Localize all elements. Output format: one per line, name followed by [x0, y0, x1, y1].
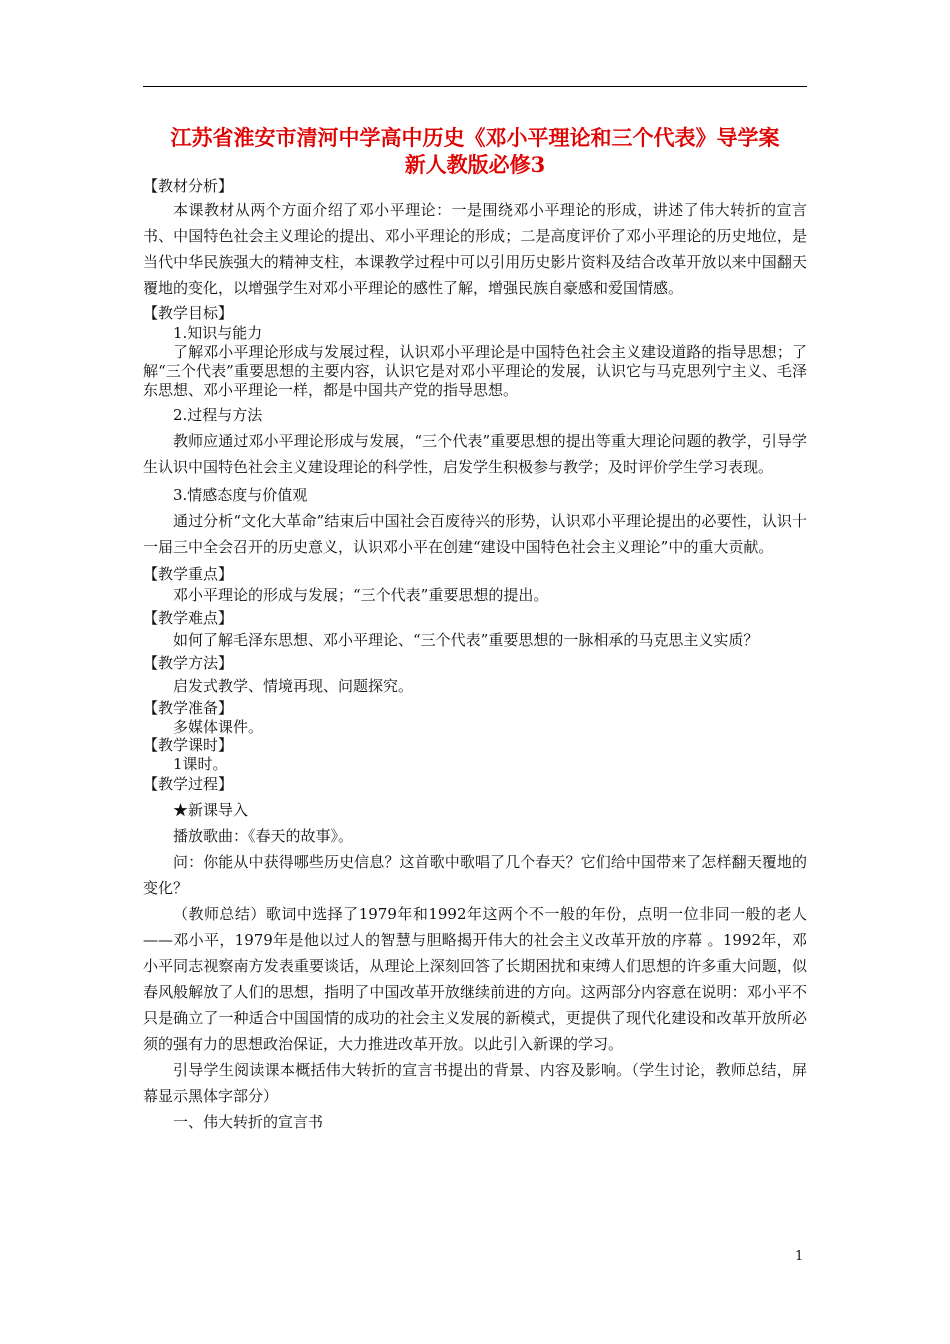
- difficulties-text: 如何了解毛泽东思想、邓小平理论、“三个代表”重要思想的一脉相承的马克思主义实质？: [173, 631, 759, 649]
- analysis-paragraph: 本课教材从两个方面介绍了邓小平理论：一是围绕邓小平理论的形成，讲述了伟大转折的宣言书、中国特色社会主义理论的提出、邓小平理论的形成；二是高度评价了邓小平理论的历史地位，是当代中华民族强大的精神支柱，本课教学过程中可以引用历史影片资料及结合改革开放以来中国翻天覆地的变化，以增强学生对邓小平理论的感性了解，增强民族自豪感和爱国情感。: [143, 201, 807, 297]
- process-intro: ★新课导入: [173, 801, 249, 819]
- page-number: 1: [795, 1249, 804, 1264]
- preparation-text: 多媒体课件。: [173, 718, 264, 736]
- section-heading-difficulties: 【教学难点】: [143, 609, 234, 627]
- goal-item-1-title: 1.知识与能力: [173, 324, 263, 342]
- section-heading-methods: 【教学方法】: [143, 654, 234, 672]
- section-heading-analysis: 【教材分析】: [143, 177, 234, 195]
- hours-text: 1课时。: [173, 755, 228, 773]
- key-points-text: 邓小平理论的形成与发展；“三个代表”重要思想的提出。: [173, 586, 549, 604]
- document-body: [143, 177, 807, 1135]
- document-title-line-1: 江苏省淮安市清河中学高中历史《邓小平理论和三个代表》导学案: [170, 125, 780, 150]
- goal-item-1-text: 了解邓小平理论形成与发展过程，认识邓小平理论是中国特色社会主义建设道路的指导思想；了解“三个代表”重要思想的主要内容，认识它是对邓小平理论的发展，认识它与马克思列宁主义、毛泽东思想、邓小平理论一样，都是中国共产党的指导思想。: [143, 343, 807, 399]
- process-song: 播放歌曲：《春天的故事》。: [173, 827, 354, 845]
- goal-item-2-title: 2.过程与方法: [173, 406, 263, 424]
- goal-item-3-title: 3.情感态度与价值观: [173, 486, 308, 504]
- header-rule: [143, 86, 807, 87]
- process-part-1-heading: 一、伟大转折的宣言书: [173, 1113, 324, 1131]
- section-heading-preparation: 【教学准备】: [143, 699, 234, 717]
- process-guide: 引导学生阅读课本概括伟大转折的宣言书提出的背景、内容及影响。（学生讨论，教师总结，屏幕显示黑体字部分）: [143, 1061, 807, 1105]
- methods-text: 启发式教学、情境再现、问题探究。: [173, 677, 414, 695]
- process-question: 问：你能从中获得哪些历史信息？这首歌中歌唱了几个春天？它们给中国带来了怎样翻天覆地的变化？: [143, 853, 807, 897]
- section-heading-process: 【教学过程】: [143, 775, 234, 793]
- section-heading-key-points: 【教学重点】: [143, 565, 234, 583]
- section-heading-hours: 【教学课时】: [143, 736, 234, 754]
- goal-item-2-text: 教师应通过邓小平理论形成与发展，“三个代表”重要思想的提出等重大理论问题的教学，引导学生认识中国特色社会主义建设理论的科学性，启发学生积极参与教学；及时评价学生学习表现。: [143, 432, 807, 476]
- goal-item-3-text: 通过分析“文化大革命”结束后中国社会百废待兴的形势，认识邓小平理论提出的必要性，认识十一届三中全会召开的历史意义，认识邓小平在创建“建设中国特色社会主义理论”中的重大贡献。: [143, 512, 807, 556]
- section-heading-goals: 【教学目标】: [143, 304, 234, 322]
- process-summary: （教师总结）歌词中选择了1979年和1992年这两个不一般的年份，点明一位非同一般的老人——邓小平，1979年是他以过人的智慧与胆略揭开伟大的社会主义改革开放的序幕 。1992年，邓小平同志视察南方发表重要谈话，从理论上深刻回答了长期困扰和束缚人们思想的许多重大问题，似春风般解放了人们的思想，指明了中国改革开放继续前进的方向。这两部分内容意在说明：邓小平不只是确立了一种适合中国国情的成功的社会主义发展的新模式，更提供了现代化建设和改革开放所必须的强有力的思想政治保证，大力推进改革开放。以此引入新课的学习。: [143, 905, 807, 1053]
- document-title-line-2: 新人教版必修3: [404, 152, 546, 177]
